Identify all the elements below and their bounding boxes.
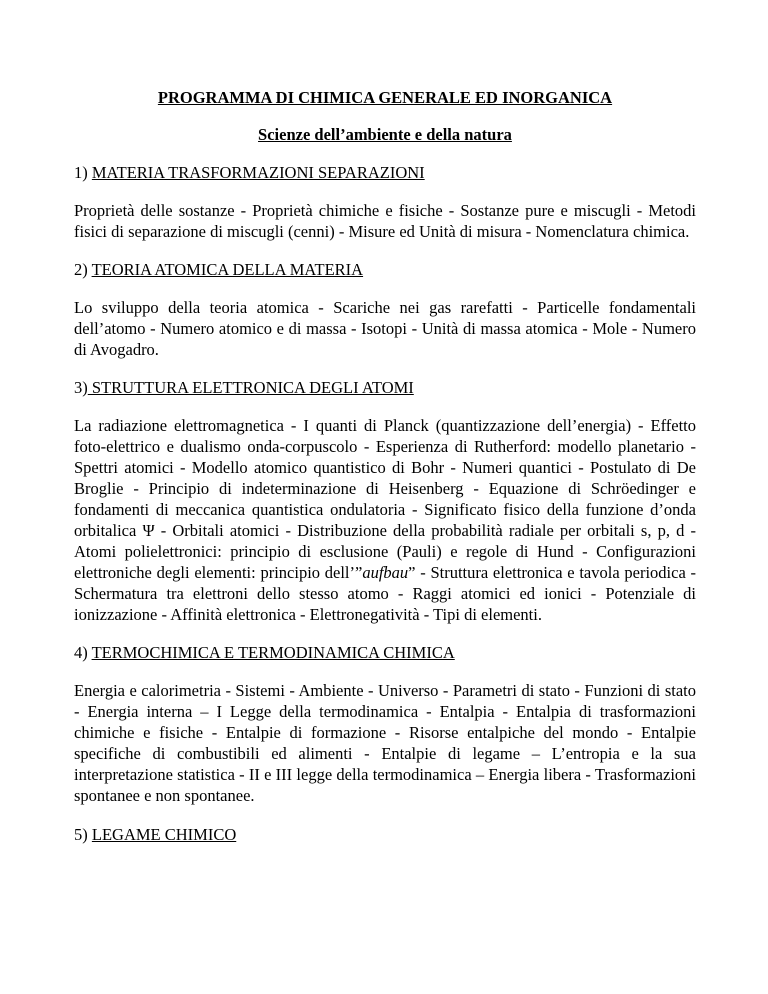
section-2-heading [74,260,696,280]
section-1-text: Proprietà delle sostanze - Proprietà chimiche e fisiche - Sostanze pure e miscugli - Metodi fisici di separazione di miscugli (cenni) - Misure ed Unità di misura - Nomenclatura chimica. [74,201,696,241]
section-5-heading [74,825,696,845]
section-3-text-part-2: ” - Struttura elettronica e tavola periodica - Schermatura tra elettroni dello stesso atomo - Raggi atomici ed ionici - Potenziale di ionizzazione - Affinità elettronica - Elettronegatività - Tipi di elementi. [74,563,697,624]
section-3-number: 3) [74,378,88,397]
section-4-heading [74,643,696,663]
section-3-text [74,415,696,625]
section-2-number: 2) [74,260,92,279]
section-4-number: 4) [74,643,92,662]
section-1-number: 1) [74,163,92,182]
document-page [74,88,696,845]
section-5-title: LEGAME CHIMICO [91,825,237,844]
section-3-heading [74,378,696,398]
section-4-text: Energia e calorimetria - Sistemi - Ambiente - Universo - Parametri di stato - Funzioni di stato - Energia interna – I Legge della termodinamica - Entalpia - Entalpia di trasformazioni chimiche e fisiche - Entalpie di formazione - Risorse entalpiche del mondo - Entalpie specifiche di combustibili ed alimenti - Entalpie di legame – L’entropia e la sua interpretazione statistica - II e III legge della termodinamica – Energia libera - Trasformazioni spontanee e non spontanee. [74,681,696,805]
section-1-title: MATERIA TRASFORMAZIONI SEPARAZIONI [91,163,425,182]
section-1-heading [74,163,696,183]
section-4-title: TERMOCHIMICA E TERMODINAMICA CHIMICA [91,643,455,662]
section-2-title: TEORIA ATOMICA DELLA MATERIA [91,260,364,279]
section-3-text-italic: aufbau [362,563,409,582]
section-5-number: 5) [74,825,92,844]
section-3-text-part-1: La radiazione elettromagnetica - I quanti di Planck (quantizzazione dell’energia) - Effetto foto-elettrico e dualismo onda-corpuscolo - Esperienza di Rutherford: modello planetario - Spettri atomici - Modello atomico quantistico di Bohr - Numeri quantici - Postulato di De Broglie - Principio di indeterminazione di Heisenberg - Equazione di Schröedinger e fondamenti di meccanica quantistica ondulatoria - Significato fisico della funzione d’onda orbitalica Ψ - Orbitali atomici - Distribuzione della probabilità radiale per orbitali s, p, d - Atomi polielettronici: principio di esclusione (Pauli) e regole di Hund - Configurazioni elettroniche degli elementi: principio dell’” [74,416,696,582]
document-subtitle: Scienze dell’ambiente e della natura [258,125,512,144]
section-2-text: Lo sviluppo della teoria atomica - Scariche nei gas rarefatti - Particelle fondamentali dell’atomo - Numero atomico e di massa - Isotopi - Unità di massa atomica - Mole - Numero di Avogadro. [74,298,696,359]
section-3-title: STRUTTURA ELETTRONICA DEGLI ATOMI [87,378,414,397]
document-title: PROGRAMMA DI CHIMICA GENERALE ED INORGANICA [157,88,613,107]
